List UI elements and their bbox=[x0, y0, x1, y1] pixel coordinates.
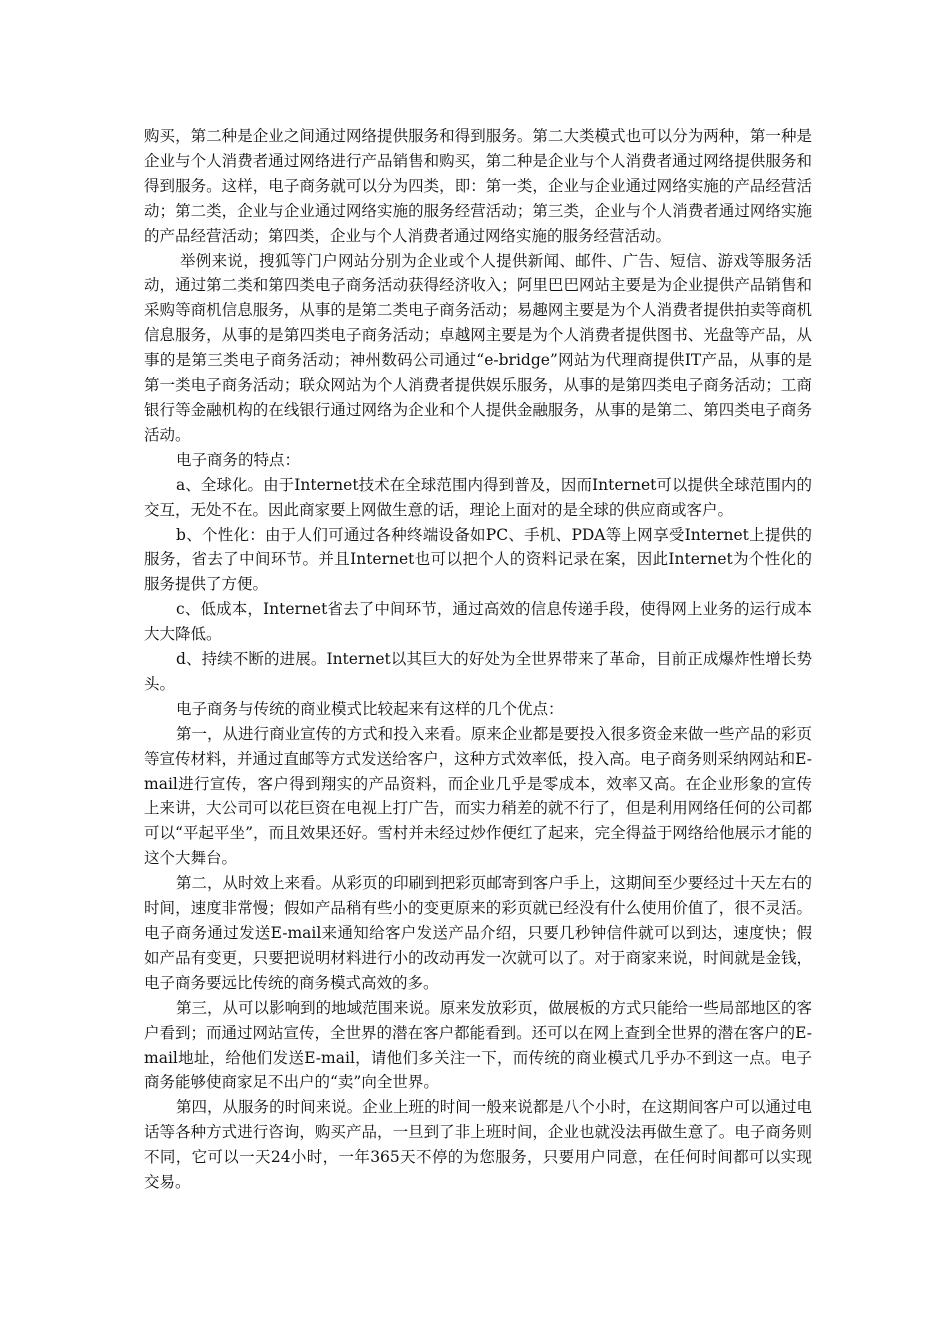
paragraph-advantage-2: 第二，从时效上来看。从彩页的印刷到把彩页邮寄到客户手上，这期间至少要经过十天左右的时间，速度非常慢；假如产品稍有些小的变更原来的彩页就已经没有什么使用价值了，很不灵活。电子商务通过发送E-mail来通知给客户发送产品介绍，只要几秒钟信件就可以到达，速度快；假如产品有变更，只要把说明材料进行小的改动再发一次就可以了。对于商家来说，时间就是金钱，电子商务要远比传统的商务模式高效的多。 bbox=[144, 874, 812, 992]
document-body bbox=[144, 124, 812, 1195]
paragraph-feature-b: b、个性化：由于人们可通过各种终端设备如PC、手机、PDA等上网享受Internet上提供的服务，省去了中间环节。并且Internet也可以把个人的资料记录在案，因此Internet为个性化的服务提供了方便。 bbox=[144, 525, 812, 594]
paragraph-advantage-4: 第四，从服务的时间来说。企业上班的时间一般来说都是八个小时，在这期间客户可以通过电话等各种方式进行咨询，购买产品，一旦到了非上班时间，企业也就没法再做生意了。电子商务则不同，它可以一天24小时，一年365天不停的为您服务，只要用户同意，在任何时间都可以实现交易。 bbox=[144, 1098, 812, 1192]
paragraph-feature-c: c、低成本，Internet省去了中间环节，通过高效的信息传递手段，使得网上业务的运行成本大大降低。 bbox=[144, 600, 812, 644]
paragraph-advantages-heading: 电子商务与传统的商业模式比较起来有这样的几个优点： bbox=[176, 699, 564, 718]
paragraph-features-heading: 电子商务的特点： bbox=[176, 450, 301, 469]
paragraph-feature-d: d、持续不断的进展。Internet以其巨大的好处为全世界带来了革命，目前正成爆炸性增长势头。 bbox=[144, 650, 812, 693]
paragraph-advantage-1: 第一，从进行商业宣传的方式和投入来看。原来企业都是要投入很多资金来做一些产品的彩页等宣传材料，并通过直邮等方式发送给客户，这种方式效率低，投入高。电子商务则采纳网站和E-mail进行宣传，客户得到翔实的产品资料，而企业几乎是零成本，效率又高。在企业形象的宣传上来讲，大公司可以花巨资在电视上打广告，而实力稍差的就不行了，但是利用网络任何的公司都可以“平起平坐”，而且效果还好。雪村并未经过炒作便红了起来，完全得益于网络给他展示才能的这个大舞台。 bbox=[144, 724, 812, 868]
paragraph-continuation: 购买，第二种是企业之间通过网络提供服务和得到服务。第二大类模式也可以分为两种，第一种是企业与个人消费者通过网络进行产品销售和购买，第二种是企业与个人消费者通过网络提供服务和得到服务。这样，电子商务就可以分为四类，即：第一类，企业与企业通过网络实施的产品经营活动；第二类，企业与企业通过网络实施的服务经营活动；第三类，企业与个人消费者通过网络实施的产品经营活动；第四类，企业与个人消费者通过网络实施的服务经营活动。 bbox=[144, 127, 812, 245]
paragraph-feature-a: a、全球化。由于Internet技术在全球范围内得到普及，因而Internet可以提供全球范围内的交互，无处不在。因此商家要上网做生意的话，理论上面对的是全球的供应商或客户。 bbox=[144, 475, 812, 519]
paragraph-advantage-3: 第三，从可以影响到的地域范围来说。原来发放彩页，做展板的方式只能给一些局部地区的客户看到；而通过网站宣传，全世界的潜在客户都能看到。还可以在网上查到全世界的潜在客户的E-mail地址，给他们发送E-mail，请他们多关注一下，而传统的商业模式几乎办不到这一点。电子商务能够使商家足不出户的“卖”向全世界。 bbox=[144, 998, 812, 1092]
paragraph-examples: 举例来说，搜狐等门户网站分别为企业或个人提供新闻、邮件、广告、短信、游戏等服务活动，通过第二类和第四类电子商务活动获得经济收入；阿里巴巴网站主要是为企业提供产品销售和采购等商机信息服务，从事的是第二类电子商务活动；易趣网主要是为个人消费者提供拍卖等商机信息服务，从事的是第四类电子商务活动；卓越网主要是为个人消费者提供图书、光盘等产品，从事的是第三类电子商务活动；神州数码公司通过“e-bridge”网站为代理商提供IT产品，从事的是第一类电子商务活动；联众网站为个人消费者提供娱乐服务，从事的是第四类电子商务活动；工商银行等金融机构的在线银行通过网络为企业和个人提供金融服务，从事的是第二、第四类电子商务活动。 bbox=[144, 251, 812, 444]
